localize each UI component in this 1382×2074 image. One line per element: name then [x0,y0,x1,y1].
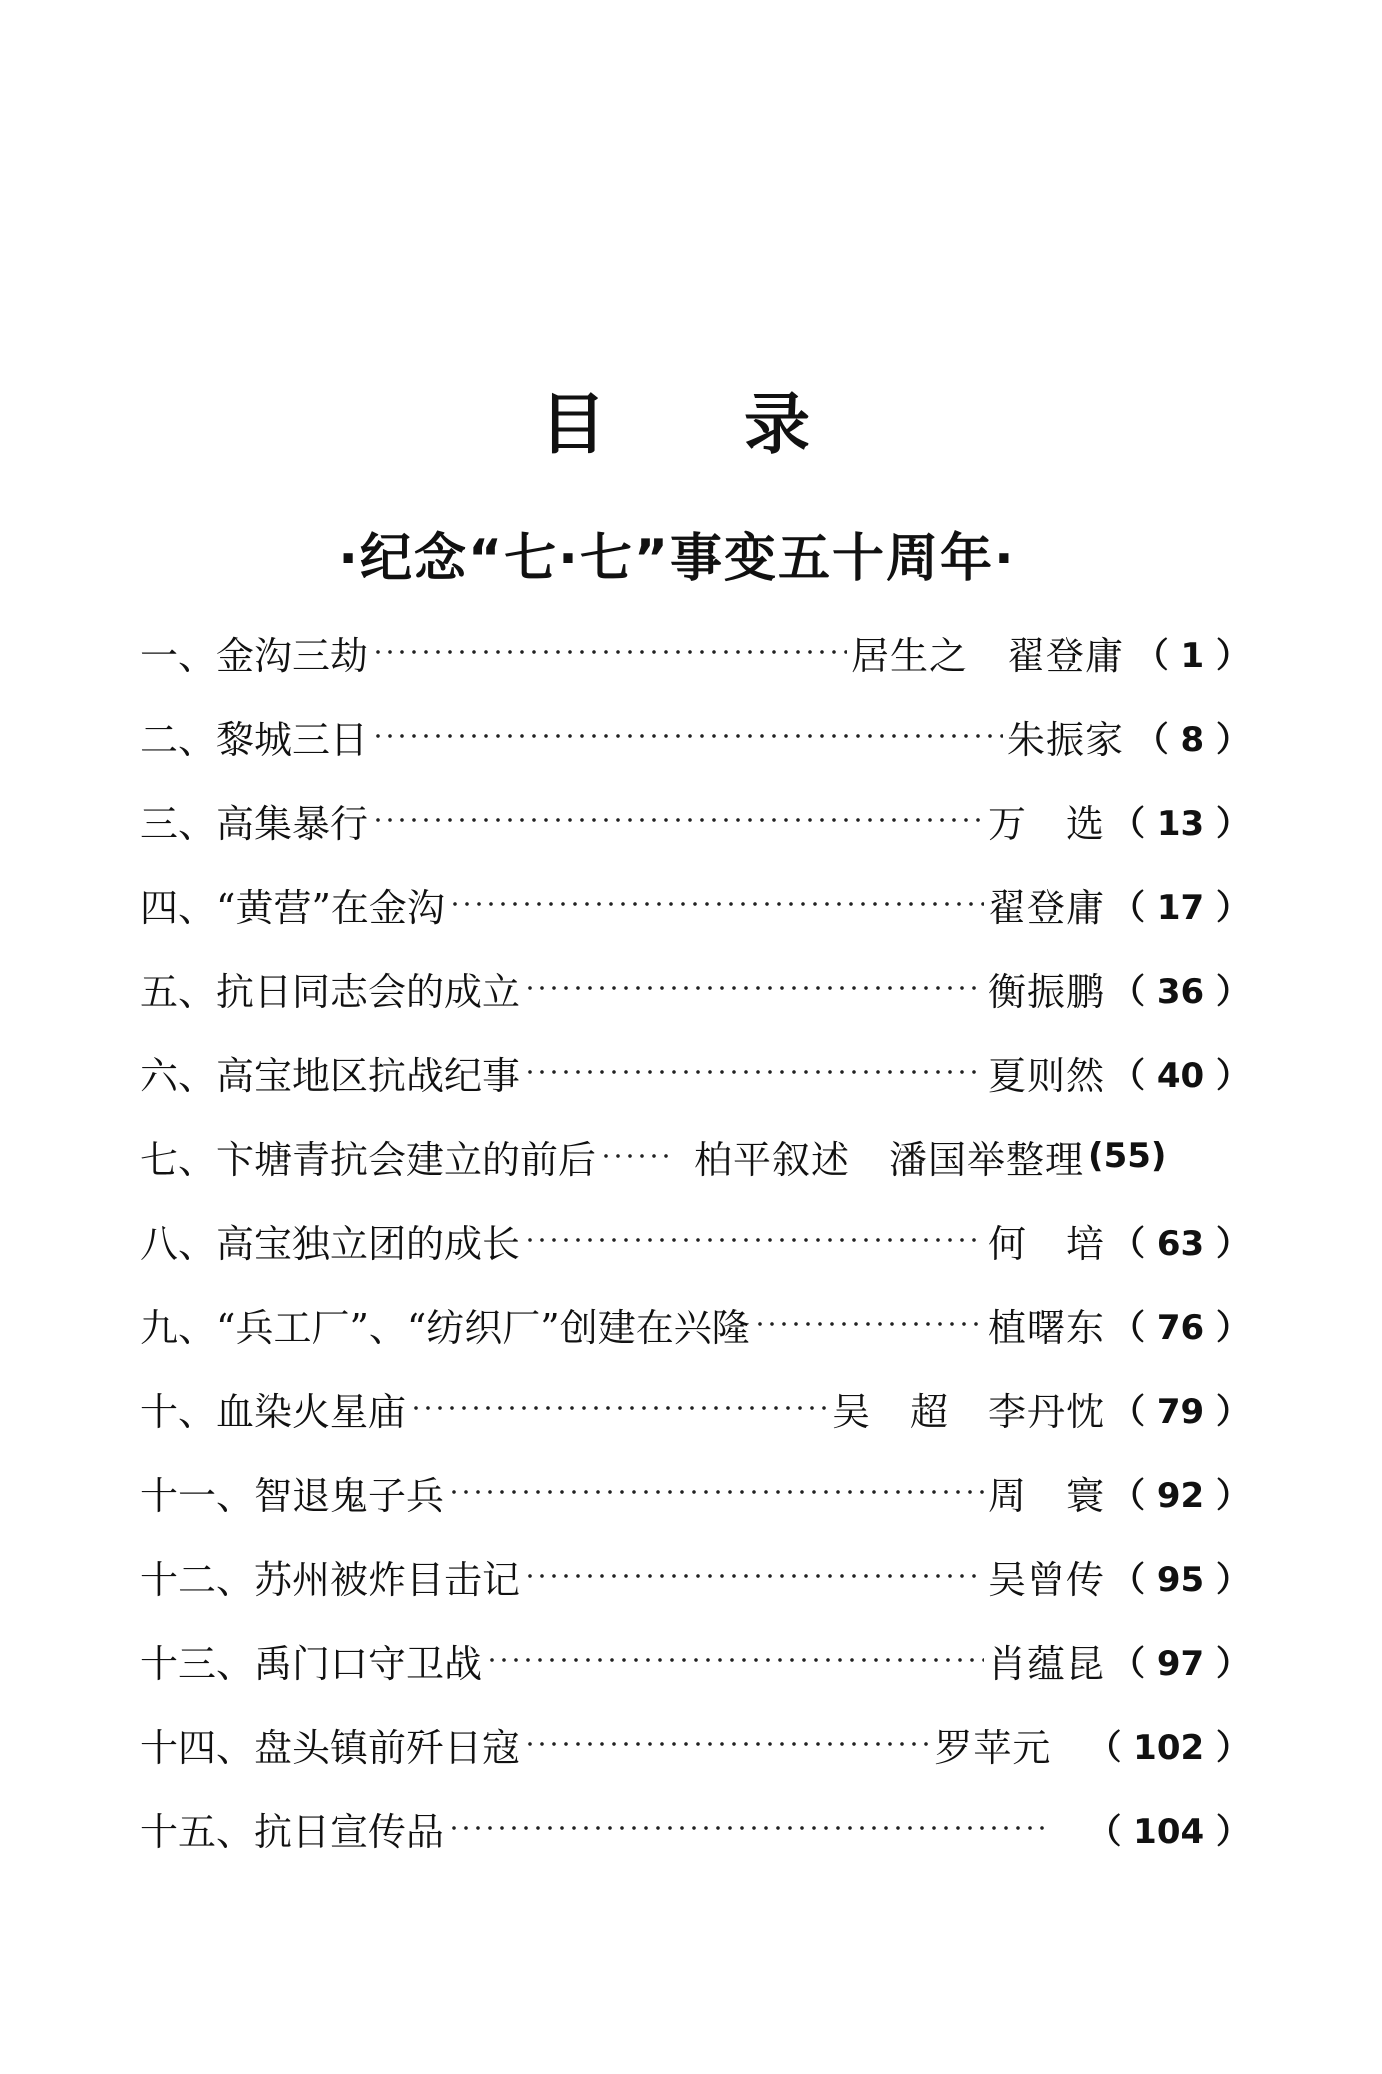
entry-page: (55) [1088,1136,1167,1176]
toc-entry-6[interactable] [140,1030,1250,1114]
entry-page: （ 40 ） [1111,1055,1250,1096]
toc-entry-10[interactable] [140,1366,1250,1450]
toc-entry-8[interactable] [140,1198,1250,1282]
dot-leader [524,1725,930,1763]
dot-leader [448,1809,1047,1847]
entry-page: （ 76 ） [1111,1307,1250,1348]
entry-number: 三、 [140,801,217,846]
entry-title: 苏州被炸目击记 [254,1557,521,1602]
entry-page: （ 8 ） [1134,719,1250,760]
dot-leader [372,633,847,671]
entry-page: （ 95 ） [1111,1559,1250,1600]
entry-author: 何 培 [987,1221,1105,1266]
dot-leader [524,1221,984,1259]
dot-leader [410,1389,828,1427]
toc-entry-9[interactable] [140,1282,1250,1366]
entry-number: 十一、 [140,1473,255,1518]
entry-number: 一、 [140,633,217,678]
toc-entry-5[interactable] [140,946,1250,1030]
entry-page: （ 79 ） [1111,1391,1250,1432]
entry-title: 禹门口守卫战 [254,1641,483,1686]
entry-page: （ 63 ） [1111,1223,1250,1264]
section-heading: ·纪念“七·七”事变五十周年· [338,528,1016,589]
entry-author: 植曙东 [987,1305,1105,1350]
toc-entry-15[interactable] [140,1786,1250,1870]
entry-number: 四、 [140,885,217,930]
dot-leader [449,885,984,923]
entry-page: （ 17 ） [1111,887,1250,928]
entry-number: 八、 [140,1221,217,1266]
entry-number: 十二、 [140,1557,255,1602]
entry-number: 五、 [140,969,217,1014]
entry-title: 高宝地区抗战纪事 [216,1053,521,1098]
entry-title: 盘头镇前歼日寇 [254,1725,521,1770]
toc-entry-11[interactable] [140,1450,1250,1534]
entry-author: 万 选 [987,801,1105,846]
entry-author: 夏则然 [987,1053,1105,1098]
entry-number: 十三、 [140,1641,255,1686]
entry-title: 卞塘青抗会建立的前后 [216,1137,597,1182]
dot-leader [448,1473,984,1511]
entry-author: 肖蕴昆 [987,1641,1105,1686]
entry-number: 六、 [140,1053,217,1098]
toc-entry-12[interactable] [140,1534,1250,1618]
entry-number: 七、 [140,1137,217,1182]
entry-author: 吴曾传 [987,1557,1105,1602]
page-title [540,368,810,468]
toc-entry-3[interactable] [140,778,1250,862]
entry-title: 金沟三劫 [216,633,369,678]
dot-leader [372,717,1003,755]
entry-number: 十四、 [140,1725,255,1770]
entry-author: 朱振家 [1006,717,1124,762]
toc-entry-4[interactable] [140,862,1250,946]
dot-leader [524,1053,984,1091]
entry-title: 黎城三日 [216,717,369,762]
entry-title: “黄营”在金沟 [216,885,445,930]
entry-author: 柏平叙述 潘国举整理 [694,1137,1085,1182]
entry-author: 居生之 翟登庸 [850,633,1124,678]
entry-title: 血染火星庙 [216,1389,407,1434]
entry-page: （ 92 ） [1111,1475,1250,1516]
title-char-left: 目 [540,385,606,463]
entry-page: （ 97 ） [1111,1643,1250,1684]
entry-page: （ 36 ） [1111,971,1250,1012]
entry-page: （ 13 ） [1111,803,1250,844]
entry-author: 周 寰 [987,1473,1105,1518]
entry-title: 高宝独立团的成长 [216,1221,521,1266]
entry-author: 罗苹元 [934,1725,1052,1770]
entry-page: （ 102 ） [1087,1727,1250,1768]
entry-author: 衡振鹏 [987,969,1105,1014]
entry-title: 抗日同志会的成立 [216,969,521,1014]
toc-list [140,610,1250,1870]
entry-page: （ 104 ） [1087,1811,1250,1852]
entry-title: 高集暴行 [216,801,369,846]
dot-leader [524,969,984,1007]
dot-leader [754,1305,984,1343]
entry-title: 智退鬼子兵 [254,1473,445,1518]
dot-leader [600,1137,672,1175]
entry-number: 九、 [140,1305,217,1350]
dot-leader [524,1557,984,1595]
dot-leader [486,1641,984,1679]
toc-entry-1[interactable] [140,610,1250,694]
entry-number: 十五、 [140,1809,255,1854]
entry-title: 抗日宣传品 [254,1809,445,1854]
toc-entry-13[interactable] [140,1618,1250,1702]
entry-page: （ 1 ） [1134,635,1250,676]
entry-number: 十、 [140,1389,217,1434]
toc-entry-14[interactable] [140,1702,1250,1786]
entry-author: 翟登庸 [987,885,1105,930]
toc-entry-2[interactable] [140,694,1250,778]
entry-author: 吴 超 李丹忱 [831,1389,1105,1434]
title-char-right: 录 [744,385,810,463]
dot-leader [372,801,984,839]
toc-entry-7[interactable] [140,1114,1250,1198]
entry-number: 二、 [140,717,217,762]
entry-title: “兵工厂”、“纺织厂”创建在兴隆 [216,1305,750,1350]
